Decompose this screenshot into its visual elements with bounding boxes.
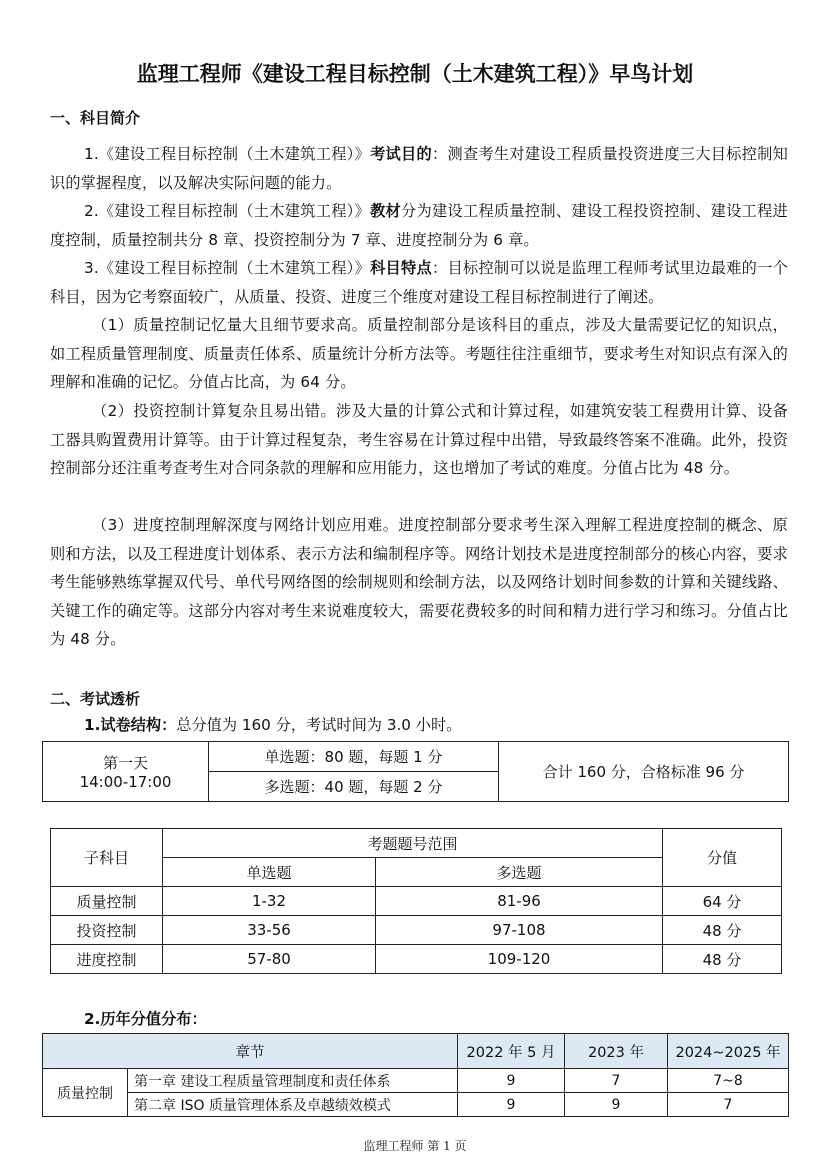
row-multi: 81-96 [376, 887, 663, 916]
exam-structure-label: 1.试卷结构： [84, 716, 177, 734]
row-score: 48 分 [663, 916, 782, 945]
p3-pre: 3.《建设工程目标控制（土木建筑工程）》 [84, 259, 371, 277]
page-footer: 监理工程师 第 1 页 [363, 1139, 467, 1153]
history-label: 2.历年分值分布： [84, 1010, 207, 1028]
section-heading-analysis: 二、考试透析 [50, 690, 141, 708]
header-year-2023: 2023 年 [565, 1034, 668, 1069]
header-year-2022: 2022 年 5 月 [458, 1034, 565, 1069]
score-2022: 9 [458, 1069, 565, 1093]
table-row [43, 1093, 789, 1117]
multi-choice-info: 多选题：40 题，每题 2 分 [209, 772, 499, 802]
row-single: 57-80 [163, 945, 376, 974]
exam-schedule-table [42, 741, 789, 802]
paragraph-investment-control: （2）投资控制计算复杂且易出错。涉及大量的计算公式和计算过程，如建筑安装工程费用计算、设备工器具购置费用计算等。由于计算过程复杂，考生容易在计算过程中出错，导致最终答案不准确。此外，投资控制部分还注重考查考生对合同条款的理解和应用能力，这也增加了考试的难度。分值占比为 48 分。 [50, 402, 788, 477]
subject-range-table [50, 828, 782, 974]
p2-bold: 教材 [370, 202, 402, 220]
row-single: 33-56 [163, 916, 376, 945]
p3-post: ：目标控制可以说是监理工程师考试里边最难的一个科目，因为它考察面较广，从质量、投资、进度三个维度对建设工程目标控制进行了阐述。 [50, 259, 788, 306]
score-2023: 7 [565, 1069, 668, 1093]
score-2024-2025: 7~8 [668, 1069, 789, 1093]
row-subject: 投资控制 [51, 916, 163, 945]
row-score: 48 分 [663, 945, 782, 974]
score-2024-2025: 7 [668, 1093, 789, 1117]
total-score-info: 合计 160 分，合格标准 96 分 [499, 742, 789, 802]
row-multi: 97-108 [376, 916, 663, 945]
paragraph-exam-purpose [50, 140, 788, 197]
exam-day: 第一天 [102, 754, 148, 772]
table-row [51, 916, 782, 945]
p1-bold: 考试目的 [370, 145, 432, 163]
table-row [51, 945, 782, 974]
row-subject: 进度控制 [51, 945, 163, 974]
header-subject: 子科目 [51, 829, 163, 887]
row-single: 1-32 [163, 887, 376, 916]
paragraph-progress-control: （3）进度控制理解深度与网络计划应用难。进度控制部分要求考生深入理解工程进度控制的概念、原则和方法，以及工程进度计划体系、表示方法和编制程序等。网络计划技术是进度控制部分的核心内容，要求考生能够熟练掌握双代号、单代号网络图的绘制规则和绘制方法，以及网络计划时间参数的计算和关键线路、关键工作的确定等。这部分内容对考生来说难度较大，需要花费较多的时间和精力进行学习和练习。分值占比为 48 分。 [50, 516, 788, 648]
exam-structure-text: 总分值为 160 分，考试时间为 3.0 小时。 [176, 716, 462, 734]
header-single: 单选题 [163, 858, 376, 887]
exam-structure-line [84, 714, 461, 735]
exam-time: 14:00-17:00 [79, 773, 172, 791]
score-2023: 9 [565, 1093, 668, 1117]
paragraph-quality-control: （1）质量控制记忆量大且细节要求高。质量控制部分是该科目的重点，涉及大量需要记忆的知识点，如工程质量管理制度、质量责任体系、质量统计分析方法等。考题往往注重细节，要求考生对知识点有深入的理解和准确的记忆。分值占比高，为 64 分。 [50, 316, 788, 391]
history-distribution-heading [84, 1008, 207, 1029]
single-choice-info: 单选题：80 题，每题 1 分 [209, 742, 499, 772]
header-range: 考题题号范围 [163, 829, 663, 858]
header-score: 分值 [663, 829, 782, 887]
paragraph-textbook [50, 197, 788, 254]
p1-post: ：测查考生对建设工程质量投资进度三大目标控制知识的掌握程度，以及解决实际问题的能力。 [50, 145, 788, 192]
chapter-name: 第二章 ISO 质量管理体系及卓越绩效模式 [128, 1093, 458, 1117]
table-row [43, 1069, 789, 1093]
score-2022: 9 [458, 1093, 565, 1117]
row-multi: 109-120 [376, 945, 663, 974]
row-score: 64 分 [663, 887, 782, 916]
p2-pre: 2.《建设工程目标控制（土木建筑工程）》 [84, 202, 371, 220]
p3-bold: 科目特点 [370, 259, 432, 277]
group-quality-control: 质量控制 [43, 1069, 128, 1117]
exam-day-cell [43, 742, 209, 802]
row-subject: 质量控制 [51, 887, 163, 916]
p1-pre: 1.《建设工程目标控制（土木建筑工程）》 [84, 145, 371, 163]
history-score-table [42, 1033, 789, 1117]
table-row [51, 887, 782, 916]
section-heading-intro: 一、科目简介 [50, 109, 141, 127]
header-chapter: 章节 [43, 1034, 458, 1069]
paragraph-features [50, 254, 788, 311]
chapter-name: 第一章 建设工程质量管理制度和责任体系 [128, 1069, 458, 1093]
p2-post: 分为建设工程质量控制、建设工程投资控制、建设工程进度控制，质量控制共分 8 章、投资控制分为 7 章、进度控制分为 6 章。 [50, 202, 788, 249]
header-year-2024-2025: 2024~2025 年 [668, 1034, 789, 1069]
page-title: 监理工程师《建设工程目标控制（土木建筑工程）》早鸟计划 [136, 62, 694, 86]
header-multi: 多选题 [376, 858, 663, 887]
